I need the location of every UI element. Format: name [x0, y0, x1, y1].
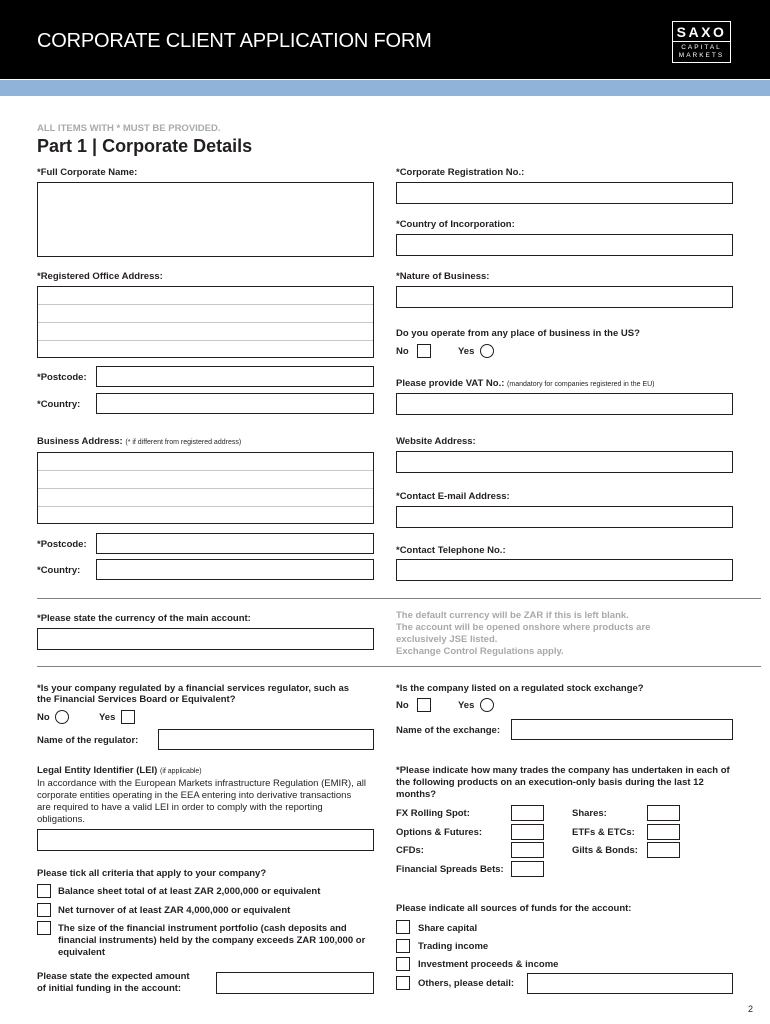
us-yes-label: Yes: [458, 346, 475, 357]
criteria-label-3: The size of the financial instrument portfolio (cash deposits and financial instruments) held by the company exceeds ZAR 100,000 or equivalent: [58, 923, 366, 958]
country-inc-label: *Country of Incorporation:: [396, 219, 515, 230]
us-question: Do you operate from any place of business in the US?: [396, 328, 640, 339]
funds-question: Please indicate all sources of funds for the account:: [396, 903, 632, 914]
spreads-field[interactable]: [511, 861, 544, 877]
country-label: *Country:: [37, 399, 81, 410]
nature-label: *Nature of Business:: [396, 271, 490, 282]
listed-question: *Is the company listed on a regulated stock exchange?: [396, 683, 644, 694]
currency-label: *Please state the currency of the main account:: [37, 613, 251, 624]
country2-label: *Country:: [37, 565, 81, 576]
criteria-checkbox-3[interactable]: [37, 921, 51, 935]
funds-checkbox-3[interactable]: [396, 957, 410, 971]
trades-question: *Please indicate how many trades the company has undertaken in each of the following products on an execution-only basis during the last 12 months?: [396, 765, 730, 800]
etfs-field[interactable]: [647, 824, 680, 840]
criteria-label-1: Balance sheet total of at least ZAR 2,000,000 or equivalent: [58, 886, 321, 897]
criteria-title: Please tick all criteria that apply to your company?: [37, 868, 267, 879]
divider: [37, 598, 761, 599]
gilts-field[interactable]: [647, 842, 680, 858]
exchange-field[interactable]: [511, 719, 733, 740]
email-label: *Contact E-mail Address:: [396, 491, 510, 502]
funds-label-3: Investment proceeds & income: [418, 959, 559, 970]
phone-field[interactable]: [396, 559, 733, 581]
business-address-label: Business Address: (* if different from registered address): [37, 436, 242, 447]
criteria-checkbox-2[interactable]: [37, 903, 51, 917]
mandatory-note: ALL ITEMS WITH * MUST BE PROVIDED.: [37, 123, 221, 134]
funds-checkbox-2[interactable]: [396, 939, 410, 953]
country2-field[interactable]: [96, 559, 374, 580]
postcode2-label: *Postcode:: [37, 539, 87, 550]
lei-field[interactable]: [37, 829, 374, 851]
funding-label-cont: of initial funding in the account:: [37, 983, 182, 994]
vat-label: Please provide VAT No.: (mandatory for companies registered in the EU): [396, 378, 655, 389]
regulated-question-cont: the Financial Services Board or Equivalent?: [37, 694, 236, 705]
regulated-no-label: No: [37, 712, 50, 723]
us-no-checkbox[interactable]: [417, 344, 431, 358]
registered-address-field[interactable]: [37, 286, 374, 358]
registered-address-label: *Registered Office Address:: [37, 271, 163, 282]
spreads-label: Financial Spreads Bets:: [396, 864, 504, 875]
page-number: 2: [748, 1004, 754, 1014]
us-no-label: No: [396, 346, 409, 357]
regulated-no-radio[interactable]: [55, 710, 69, 724]
saxo-logo: SAXO CAPITAL MARKETS: [672, 21, 731, 63]
funds-label-4: Others, please detail:: [418, 978, 515, 989]
cfds-field[interactable]: [511, 842, 544, 858]
etfs-label: ETFs & ETCs:: [572, 827, 635, 838]
criteria-checkbox-1[interactable]: [37, 884, 51, 898]
part-title: Part 1 | Corporate Details: [37, 136, 253, 156]
country-inc-field[interactable]: [396, 234, 733, 256]
nature-field[interactable]: [396, 286, 733, 308]
phone-label: *Contact Telephone No.:: [396, 545, 506, 556]
listed-no-checkbox[interactable]: [417, 698, 431, 712]
postcode2-field[interactable]: [96, 533, 374, 554]
lei-section: Legal Entity Identifier (LEI) (if applicable) In accordance with the European Markets infrastructure Regulation (EMIR), all corporate entities operating in the EEA entering into derivative transactions are required to have a valid LEI in order to comply with the reporting obligations.: [37, 765, 366, 825]
funds-checkbox-4[interactable]: [396, 976, 410, 990]
full-name-field[interactable]: [37, 182, 374, 257]
funds-other-field[interactable]: [527, 973, 733, 994]
full-name-label: *Full Corporate Name:: [37, 167, 138, 178]
business-address-field[interactable]: [37, 452, 374, 524]
postcode-label: *Postcode:: [37, 372, 87, 383]
postcode-field[interactable]: [96, 366, 374, 387]
funding-field[interactable]: [216, 972, 374, 994]
fx-field[interactable]: [511, 805, 544, 821]
funds-checkbox-1[interactable]: [396, 920, 410, 934]
regulated-question: *Is your company regulated by a financial services regulator, such as: [37, 683, 350, 694]
exchange-label: Name of the exchange:: [396, 725, 500, 736]
regulator-name-field[interactable]: [158, 729, 374, 750]
form-title: CORPORATE CLIENT APPLICATION FORM: [37, 30, 432, 52]
website-field[interactable]: [396, 451, 733, 473]
reg-no-field[interactable]: [396, 182, 733, 204]
funding-label: Please state the expected amount: [37, 971, 190, 982]
website-label: Website Address:: [396, 436, 476, 447]
divider: [37, 666, 761, 667]
listed-no-label: No: [396, 700, 409, 711]
gilts-label: Gilts & Bonds:: [572, 845, 638, 856]
accent-stripe: [0, 80, 770, 96]
options-field[interactable]: [511, 824, 544, 840]
us-yes-radio[interactable]: [480, 344, 494, 358]
listed-yes-radio[interactable]: [480, 698, 494, 712]
funds-label-1: Share capital: [418, 923, 478, 934]
reg-no-label: *Corporate Registration No.:: [396, 167, 525, 178]
regulator-name-label: Name of the regulator:: [37, 735, 139, 746]
vat-field[interactable]: [396, 393, 733, 415]
shares-field[interactable]: [647, 805, 680, 821]
cfds-label: CFDs:: [396, 845, 424, 856]
funds-label-2: Trading income: [418, 941, 489, 952]
default-currency-note: The default currency will be ZAR if this is left blank. The account will be opened onshore where products are exclusively JSE listed. Exchange Control Regulations apply.: [396, 610, 651, 657]
regulated-yes-label: Yes: [99, 712, 116, 723]
listed-yes-label: Yes: [458, 700, 475, 711]
email-field[interactable]: [396, 506, 733, 528]
criteria-label-2: Net turnover of at least ZAR 4,000,000 or equivalent: [58, 905, 291, 916]
fx-label: FX Rolling Spot:: [396, 808, 470, 819]
country-field[interactable]: [96, 393, 374, 414]
options-label: Options & Futures:: [396, 827, 483, 838]
regulated-yes-checkbox[interactable]: [121, 710, 135, 724]
shares-label: Shares:: [572, 808, 607, 819]
currency-field[interactable]: [37, 628, 374, 650]
